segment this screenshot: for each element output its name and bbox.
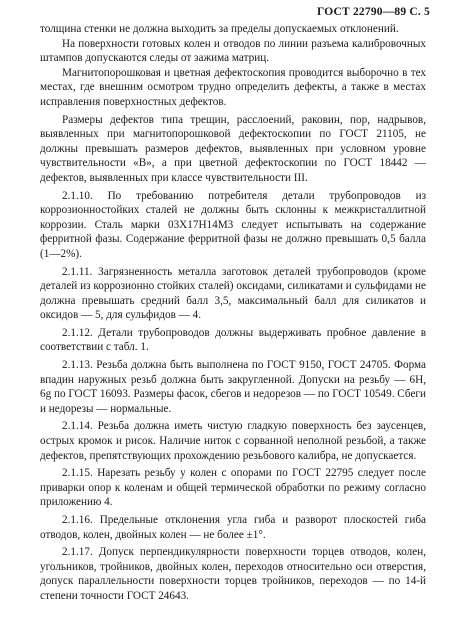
- page-header: ГОСТ 22790—89 С. 5: [317, 6, 430, 18]
- clause-2-1-15: 2.1.15. Нарезать резьбу у колен с опорами по ГОСТ 22795 следует после приварки опор к коленам и общей термической обработки по режиму согласно приложению 4.: [40, 467, 426, 509]
- clause-2-1-16: 2.1.16. Предельные отклонения угла гиба и разворот плоскостей гиба отводов, колен, двойных колен — не более ±1°.: [40, 514, 426, 541]
- clause-2-1-11: 2.1.11. Загрязненность металла заготовок деталей трубопроводов (кроме деталей из коррозионно стойких сталей) оксидами, силикатами и сульфидами не должна превышать средний балл 3,5, максимальный балл для силикатов и оксидов — 5, для сульфидов — 4.: [40, 265, 426, 322]
- paragraph-defectoscopy: Магнитопорошковая и цветная дефектоскопия проводится выборочно в тех местах, где внешним осмотром трудно определить дефекты, а также в местах исправления поверхностных дефектов.: [40, 66, 426, 108]
- clause-2-1-13: 2.1.13. Резьба должна быть выполнена по ГОСТ 9150, ГОСТ 24705. Форма впадин наружных резьб должна быть закругленной. Допуски на резьбу — 6Н, 6g по ГОСТ 16093. Размеры фасок, сбегов и недорезов — по ГОСТ 10549. Сбеги и недорезы — нормальные.: [40, 359, 426, 415]
- clause-2-1-10: 2.1.10. По требованию потребителя детали трубопроводов из коррозионностойких сталей не должны быть склонны к межкристаллитной коррозии. Сталь марки 03Х17Н14М3 следует испытывать на содержание ферритной фазы. Содержание ферритной фазы не должно превышать 0,5 балла (1—2%).: [40, 189, 426, 260]
- paragraph-defect-sizes: Размеры дефектов типа трещин, расслоений, раковин, пор, надрывов, выявленных при магнитопорошковой дефектоскопии по ГОСТ 21105, не должны превышать размеров дефектов, выявленных при условном уровне чувствительности «В», а при цветной дефектоскопии по ГОСТ 18442 — дефектов, выявленных при классе чувствительности III.: [40, 113, 426, 184]
- clause-2-1-12: 2.1.12. Детали трубопроводов должны выдерживать пробное давление в соответствии с табл. 1.: [40, 326, 426, 354]
- paragraph-die-marks: На поверхности готовых колен и отводов по линии разъема калибровочных штампов допускаются следы от зажима матриц.: [40, 37, 426, 65]
- clause-2-1-17: 2.1.17. Допуск перпендикулярности поверхности торцев отводов, колен, угольников, тройников, двойных колен, переходов относительно оси отверстия, допуск параллельности поверхности торцев тройников, переходов — по 14-й степени точности ГОСТ 24643.: [40, 546, 426, 602]
- document-body: [40, 22, 426, 604]
- paragraph-wall-thickness-end: толщина стенки не должна выходить за пределы допускаемых отклонений.: [40, 23, 399, 35]
- clause-2-1-14: 2.1.14. Резьба должна иметь чистую гладкую поверхность без заусенцев, острых кромок и рисок. Наличие ниток с сорванной неполной резьбой, а также дефектов, препятствующих прохождению резьбового калибра, не допускается.: [40, 420, 426, 462]
